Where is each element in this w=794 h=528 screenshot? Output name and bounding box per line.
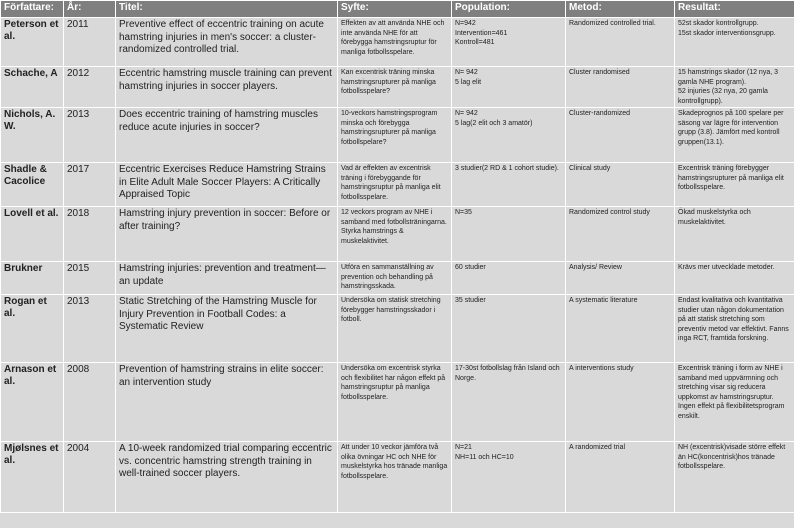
header-year: År:: [64, 1, 116, 18]
method-cell: A randomized trial: [566, 442, 675, 513]
title-cell: A 10-week randomized trial comparing eccentric vs. concentric hamstring strength training in well-trained soccer players.: [116, 442, 338, 513]
result-cell: Excentrisk träning i form av NHE i samband med uppvärmning och stretching visar sig reducera uppkomst av hamstringsruptur. Ingen effekt på flexibilitetsprogram enskilt.: [675, 363, 794, 442]
population-cell: 3 studier(2 RD & 1 cohort studie).: [452, 163, 566, 207]
purpose-cell: 10-veckors hamstringsprogram minska och förebygga hamstringsrupturer på manliga fotbollspelare?: [338, 108, 452, 163]
table-row: [1, 207, 794, 262]
title-cell: Hamstring injury prevention in soccer: Before or after training?: [116, 207, 338, 262]
table-row: [1, 262, 794, 295]
author-cell: Arnason et al.: [1, 363, 64, 442]
year-cell: 2004: [64, 442, 116, 513]
year-cell: 2017: [64, 163, 116, 207]
year-cell: 2008: [64, 363, 116, 442]
result-cell: Excentrisk träning förebygger hamstringsrupturer på manliga elit fotbollsspelare.: [675, 163, 794, 207]
title-cell: Hamstring injuries: prevention and treatment—an update: [116, 262, 338, 295]
title-cell: Does eccentric training of hamstring muscles reduce acute injuries in soccer?: [116, 108, 338, 163]
author-cell: Rogan et al.: [1, 295, 64, 363]
population-cell: 60 studier: [452, 262, 566, 295]
header-title: Titel:: [116, 1, 338, 18]
table-row: [1, 108, 794, 163]
author-cell: Nichols, A. W.: [1, 108, 64, 163]
year-cell: 2018: [64, 207, 116, 262]
population-cell: N=35: [452, 207, 566, 262]
table-row: [1, 363, 794, 442]
population-cell: 35 studier: [452, 295, 566, 363]
author-cell: Peterson et al.: [1, 18, 64, 67]
table-row: [1, 67, 794, 108]
header-method: Metod:: [566, 1, 675, 18]
purpose-cell: Undersöka om statisk stretching förebygger hamstringsskador i fotboll.: [338, 295, 452, 363]
header-result: Resultat:: [675, 1, 794, 18]
method-cell: Randomized control study: [566, 207, 675, 262]
table-row: [1, 163, 794, 207]
purpose-cell: Effekten av att använda NHE och inte använda NHE för att förebygga hamstringsruptur för manliga fotbollsspelare.: [338, 18, 452, 67]
author-cell: Lovell et al.: [1, 207, 64, 262]
title-cell: Preventive effect of eccentric training on acute hamstring injuries in men's soccer: a cluster-randomized controlled trial.: [116, 18, 338, 67]
year-cell: 2013: [64, 108, 116, 163]
purpose-cell: Utföra en sammanställning av prevention och behandling på hamstringsskada.: [338, 262, 452, 295]
result-cell: Krävs mer utvecklade metoder.: [675, 262, 794, 295]
purpose-cell: Kan excentrisk träning minska hamstringsrupturer på manliga fotbollsspelare?: [338, 67, 452, 108]
author-cell: Schache, A: [1, 67, 64, 108]
table-row: [1, 442, 794, 513]
population-cell: 17-30st fotbollslag från Island och Norge.: [452, 363, 566, 442]
method-cell: Analysis/ Review: [566, 262, 675, 295]
result-cell: Ökad muskelstyrka och muskelaktivitet.: [675, 207, 794, 262]
header-row: [1, 1, 794, 18]
result-cell: NH (excentrisk)visade större effekt än HC(koncentrisk)hos tränade fotbollsspelare.: [675, 442, 794, 513]
year-cell: 2013: [64, 295, 116, 363]
purpose-cell: Vad är effekten av excentrisk träning i förebyggande för hamstringsruptur på manliga elit fotbollsspelare.: [338, 163, 452, 207]
method-cell: A systematic literature: [566, 295, 675, 363]
method-cell: Cluster randomised: [566, 67, 675, 108]
header-purpose: Syfte:: [338, 1, 452, 18]
result-cell: 15 hamstrings skador (12 nya, 3 gamla NHE program). 52 injuries (32 nya, 20 gamla kontrollgrupp).: [675, 67, 794, 108]
header-population: Population:: [452, 1, 566, 18]
population-cell: N= 942 5 lag elit: [452, 67, 566, 108]
year-cell: 2015: [64, 262, 116, 295]
method-cell: Randomized controlled trial.: [566, 18, 675, 67]
author-cell: Shadle & Cacolice: [1, 163, 64, 207]
table-row: [1, 295, 794, 363]
method-cell: Cluster-randomized: [566, 108, 675, 163]
population-cell: N= 942 5 lag(2 elit och 3 amatör): [452, 108, 566, 163]
author-cell: Mjølsnes et al.: [1, 442, 64, 513]
title-cell: Eccentric Exercises Reduce Hamstring Strains in Elite Adult Male Soccer Players: A Critically Appraised Topic: [116, 163, 338, 207]
method-cell: Clinical study: [566, 163, 675, 207]
title-cell: Prevention of hamstring strains in elite soccer: an intervention study: [116, 363, 338, 442]
population-cell: N=21 NH=11 och HC=10: [452, 442, 566, 513]
year-cell: 2011: [64, 18, 116, 67]
purpose-cell: Att under 10 veckor jämföra två olika övningar HC och NHE för muskelstyrka hos tränade manliga fotbollsspelare.: [338, 442, 452, 513]
method-cell: A interventions study: [566, 363, 675, 442]
header-author: Författare:: [1, 1, 64, 18]
purpose-cell: Undersöka om excentrisk styrka och flexibilitet har någon effekt på hamstringsruptur på manliga fotbollsspelare.: [338, 363, 452, 442]
title-cell: Eccentric hamstring muscle training can prevent hamstring injuries in soccer players.: [116, 67, 338, 108]
title-cell: Static Stretching of the Hamstring Muscle for Injury Prevention in Football Codes: a Systematic Review: [116, 295, 338, 363]
population-cell: N=942 Intervention=461 Kontroll=481: [452, 18, 566, 67]
result-cell: Skadeprognos på 100 spelare per säsong var lägre för intervention grupp (3.8). Jämfört med kontroll gruppen(13.1).: [675, 108, 794, 163]
author-cell: Brukner: [1, 262, 64, 295]
result-cell: Endast kvalitativa och kvantitativa studier utan någon dokumentation på att statisk stretching som preventiv metod var effektivt. Fanns inga RCT, framtida forskning.: [675, 295, 794, 363]
table-row: [1, 18, 794, 67]
year-cell: 2012: [64, 67, 116, 108]
purpose-cell: 12 veckors program av NHE i samband med fotbollsträningarna. Styrka hamstrings & muskelaktivitet.: [338, 207, 452, 262]
result-cell: 52st skador kontrollgrupp. 15st skador interventionsgrupp.: [675, 18, 794, 67]
